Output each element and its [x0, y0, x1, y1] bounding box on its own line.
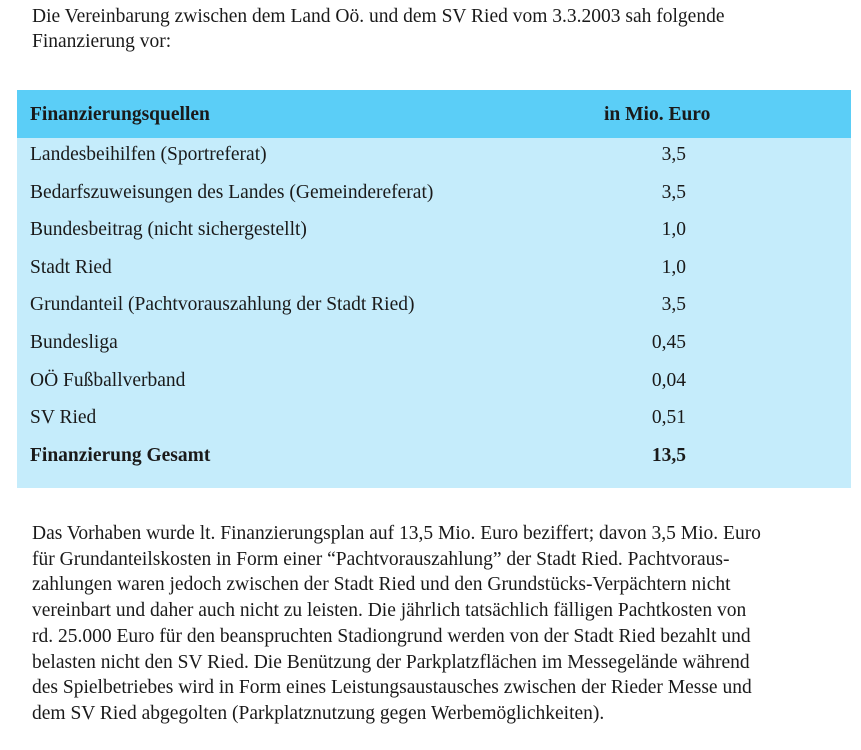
total-value: 13,5: [651, 444, 686, 466]
row-value: 0,45: [651, 331, 686, 353]
table-row: [17, 213, 851, 251]
body-line: für Grundanteilskosten in Form einer “Pachtvorauszahlung” der Stadt Ried. Pachtvoraus-: [32, 548, 730, 570]
row-source: Grundanteil (Pachtvorauszahlung der Stadt Ried): [30, 294, 415, 316]
row-value: 3,5: [661, 181, 686, 203]
row-source: OÖ Fußballverband: [30, 369, 186, 391]
row-value: 0,51: [651, 407, 686, 429]
table-total-row: [17, 439, 851, 477]
table-row: [17, 401, 851, 439]
table-row: [17, 326, 851, 364]
total-label: Finanzierung Gesamt: [30, 444, 211, 466]
body-line: zahlungen waren jedoch zwischen der Stadt Ried und den Grundstücks-Verpächtern nicht: [32, 574, 731, 596]
row-value: 1,0: [661, 256, 686, 278]
table-row: [17, 251, 851, 289]
body-line: belasten nicht den SV Ried. Die Benützung der Parkplatzflächen im Messegelände während: [32, 651, 750, 673]
financing-table: [17, 90, 851, 488]
intro-line: Die Vereinbarung zwischen dem Land Oö. und dem SV Ried vom 3.3.2003 sah folgende: [32, 6, 725, 27]
table-row: [17, 138, 851, 176]
row-source: Bundesliga: [30, 331, 118, 353]
row-value: 3,5: [661, 294, 686, 316]
row-value: 0,04: [651, 369, 686, 391]
header-amount-mio-euro: in Mio. Euro: [604, 104, 711, 125]
table-header: [17, 90, 851, 138]
body-line: rd. 25.000 Euro für den beanspruchten Stadiongrund werden von der Stadt Ried bezahlt und: [32, 625, 751, 647]
body-line: des Spielbetriebes wird in Form eines Leistungsaustausches zwischen der Rieder Messe und: [32, 677, 752, 699]
intro-line: Finanzierung vor:: [32, 31, 172, 52]
row-value: 1,0: [661, 219, 686, 241]
row-source: Bedarfszuweisungen des Landes (Gemeindereferat): [30, 181, 434, 203]
intro-paragraph: [32, 4, 832, 54]
body-line: vereinbart und daher auch nicht zu leisten. Die jährlich tatsächlich fälligen Pachtkosten von: [32, 600, 747, 622]
body-line: dem SV Ried abgegolten (Parkplatznutzung gegen Werbemöglichkeiten).: [32, 702, 605, 724]
table-row: [17, 176, 851, 214]
body-line: Das Vorhaben wurde lt. Finanzierungsplan auf 13,5 Mio. Euro beziffert; davon 3,5 Mio. Euro: [32, 523, 761, 544]
row-source: Landesbeihilfen (Sportreferat): [30, 144, 267, 165]
header-financing-sources: Finanzierungsquellen: [30, 104, 210, 125]
table-body: [17, 138, 851, 476]
table-row: [17, 364, 851, 402]
table-row: [17, 288, 851, 326]
body-paragraph: [32, 521, 846, 727]
row-source: SV Ried: [30, 407, 97, 429]
row-source: Stadt Ried: [30, 256, 112, 278]
row-source: Bundesbeitrag (nicht sichergestellt): [30, 219, 307, 241]
row-value: 3,5: [661, 144, 686, 165]
